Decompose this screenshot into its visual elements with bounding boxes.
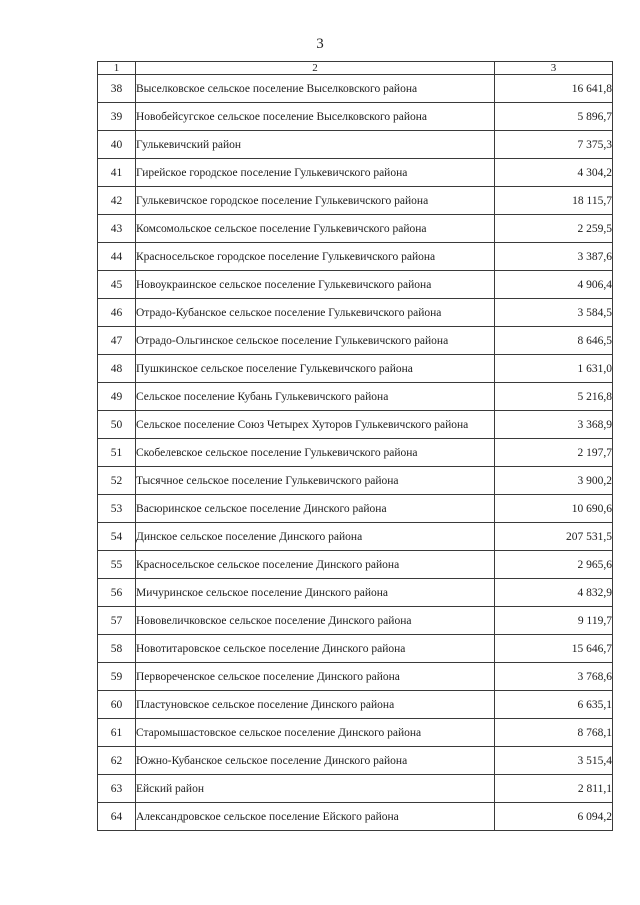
settlement-name: Отрадо-Ольгинское сельское поселение Гулькевичского района: [136, 327, 495, 355]
table-row: [98, 523, 613, 551]
row-number: 42: [98, 187, 136, 215]
row-number: 56: [98, 579, 136, 607]
settlement-name: Первореченское сельское поселение Динского района: [136, 663, 495, 691]
amount-value: 7 375,3: [495, 131, 613, 159]
settlement-name: Пушкинское сельское поселение Гулькевичского района: [136, 355, 495, 383]
amount-value: 207 531,5: [495, 523, 613, 551]
amount-value: 1 631,0: [495, 355, 613, 383]
amount-value: 8 646,5: [495, 327, 613, 355]
table-row: [98, 131, 613, 159]
settlement-name: Старомышастовское сельское поселение Динского района: [136, 719, 495, 747]
amount-value: 4 304,2: [495, 159, 613, 187]
row-number: 53: [98, 495, 136, 523]
table-row: [98, 243, 613, 271]
row-number: 52: [98, 467, 136, 495]
table-row: [98, 103, 613, 131]
amount-value: 3 900,2: [495, 467, 613, 495]
table-row: [98, 803, 613, 831]
settlement-name: Динское сельское поселение Динского района: [136, 523, 495, 551]
settlement-name: Мичуринское сельское поселение Динского района: [136, 579, 495, 607]
amount-value: 8 768,1: [495, 719, 613, 747]
amount-value: 3 515,4: [495, 747, 613, 775]
settlement-name: Гирейское городское поселение Гулькевичского района: [136, 159, 495, 187]
amount-value: 16 641,8: [495, 75, 613, 103]
table-row: [98, 215, 613, 243]
amount-value: 3 368,9: [495, 411, 613, 439]
table-row: [98, 579, 613, 607]
row-number: 48: [98, 355, 136, 383]
header-row: [98, 62, 613, 75]
settlement-name: Сельское поселение Союз Четырех Хуторов Гулькевичского района: [136, 411, 495, 439]
row-number: 47: [98, 327, 136, 355]
row-number: 55: [98, 551, 136, 579]
header-col-1: 1: [98, 62, 136, 75]
table-row: [98, 159, 613, 187]
amount-value: 3 584,5: [495, 299, 613, 327]
row-number: 59: [98, 663, 136, 691]
amount-value: 18 115,7: [495, 187, 613, 215]
settlement-name: Васюринское сельское поселение Динского района: [136, 495, 495, 523]
row-number: 61: [98, 719, 136, 747]
row-number: 44: [98, 243, 136, 271]
settlement-name: Гулькевичский район: [136, 131, 495, 159]
row-number: 49: [98, 383, 136, 411]
table-row: [98, 299, 613, 327]
settlement-name: Новобейсугское сельское поселение Выселковского района: [136, 103, 495, 131]
amount-value: 6 635,1: [495, 691, 613, 719]
table-row: [98, 271, 613, 299]
amount-value: 5 896,7: [495, 103, 613, 131]
table-row: [98, 439, 613, 467]
amount-value: 3 768,6: [495, 663, 613, 691]
table-row: [98, 495, 613, 523]
row-number: 41: [98, 159, 136, 187]
table-row: [98, 187, 613, 215]
amount-value: 9 119,7: [495, 607, 613, 635]
table-row: [98, 383, 613, 411]
settlement-name: Красносельское сельское поселение Динского района: [136, 551, 495, 579]
table-row: [98, 719, 613, 747]
settlement-name: Новоукраинское сельское поселение Гулькевичского района: [136, 271, 495, 299]
settlement-name: Скобелевское сельское поселение Гулькевичского района: [136, 439, 495, 467]
amount-value: 4 832,9: [495, 579, 613, 607]
settlement-name: Отрадо-Кубанское сельское поселение Гулькевичского района: [136, 299, 495, 327]
amount-value: 5 216,8: [495, 383, 613, 411]
row-number: 64: [98, 803, 136, 831]
amount-value: 2 259,5: [495, 215, 613, 243]
settlement-name: Пластуновское сельское поселение Динского района: [136, 691, 495, 719]
settlement-name: Выселковское сельское поселение Выселковского района: [136, 75, 495, 103]
table-body: [98, 75, 613, 831]
table-row: [98, 775, 613, 803]
table-row: [98, 691, 613, 719]
row-number: 43: [98, 215, 136, 243]
amount-value: 2 965,6: [495, 551, 613, 579]
settlement-name: Красносельское городское поселение Гулькевичского района: [136, 243, 495, 271]
row-number: 57: [98, 607, 136, 635]
amount-value: 2 197,7: [495, 439, 613, 467]
amount-value: 15 646,7: [495, 635, 613, 663]
amount-value: 4 906,4: [495, 271, 613, 299]
row-number: 63: [98, 775, 136, 803]
amount-value: 3 387,6: [495, 243, 613, 271]
amount-value: 6 094,2: [495, 803, 613, 831]
row-number: 50: [98, 411, 136, 439]
row-number: 62: [98, 747, 136, 775]
row-number: 39: [98, 103, 136, 131]
row-number: 58: [98, 635, 136, 663]
table-row: [98, 747, 613, 775]
row-number: 40: [98, 131, 136, 159]
settlement-name: Александровское сельское поселение Ейского района: [136, 803, 495, 831]
settlement-name: Новотитаровское сельское поселение Динского района: [136, 635, 495, 663]
settlement-name: Нововеличковское сельское поселение Динского района: [136, 607, 495, 635]
settlement-name: Комсомольское сельское поселение Гулькевичского района: [136, 215, 495, 243]
row-number: 45: [98, 271, 136, 299]
settlement-name: Тысячное сельское поселение Гулькевичского района: [136, 467, 495, 495]
table-row: [98, 467, 613, 495]
row-number: 54: [98, 523, 136, 551]
settlement-name: Ейский район: [136, 775, 495, 803]
table-row: [98, 607, 613, 635]
header-col-3: 3: [495, 62, 613, 75]
table-row: [98, 355, 613, 383]
amount-value: 10 690,6: [495, 495, 613, 523]
table-row: [98, 635, 613, 663]
table-row: [98, 551, 613, 579]
table-row: [98, 663, 613, 691]
table-row: [98, 75, 613, 103]
page-number: 3: [316, 36, 324, 52]
table-header: [98, 62, 613, 75]
settlement-name: Южно-Кубанское сельское поселение Динского района: [136, 747, 495, 775]
table-row: [98, 411, 613, 439]
row-number: 38: [98, 75, 136, 103]
amount-value: 2 811,1: [495, 775, 613, 803]
header-col-2: 2: [136, 62, 495, 75]
settlement-name: Сельское поселение Кубань Гулькевичского района: [136, 383, 495, 411]
budget-table: [97, 61, 613, 831]
table-row: [98, 327, 613, 355]
settlement-name: Гулькевичское городское поселение Гулькевичского района: [136, 187, 495, 215]
row-number: 51: [98, 439, 136, 467]
row-number: 60: [98, 691, 136, 719]
row-number: 46: [98, 299, 136, 327]
